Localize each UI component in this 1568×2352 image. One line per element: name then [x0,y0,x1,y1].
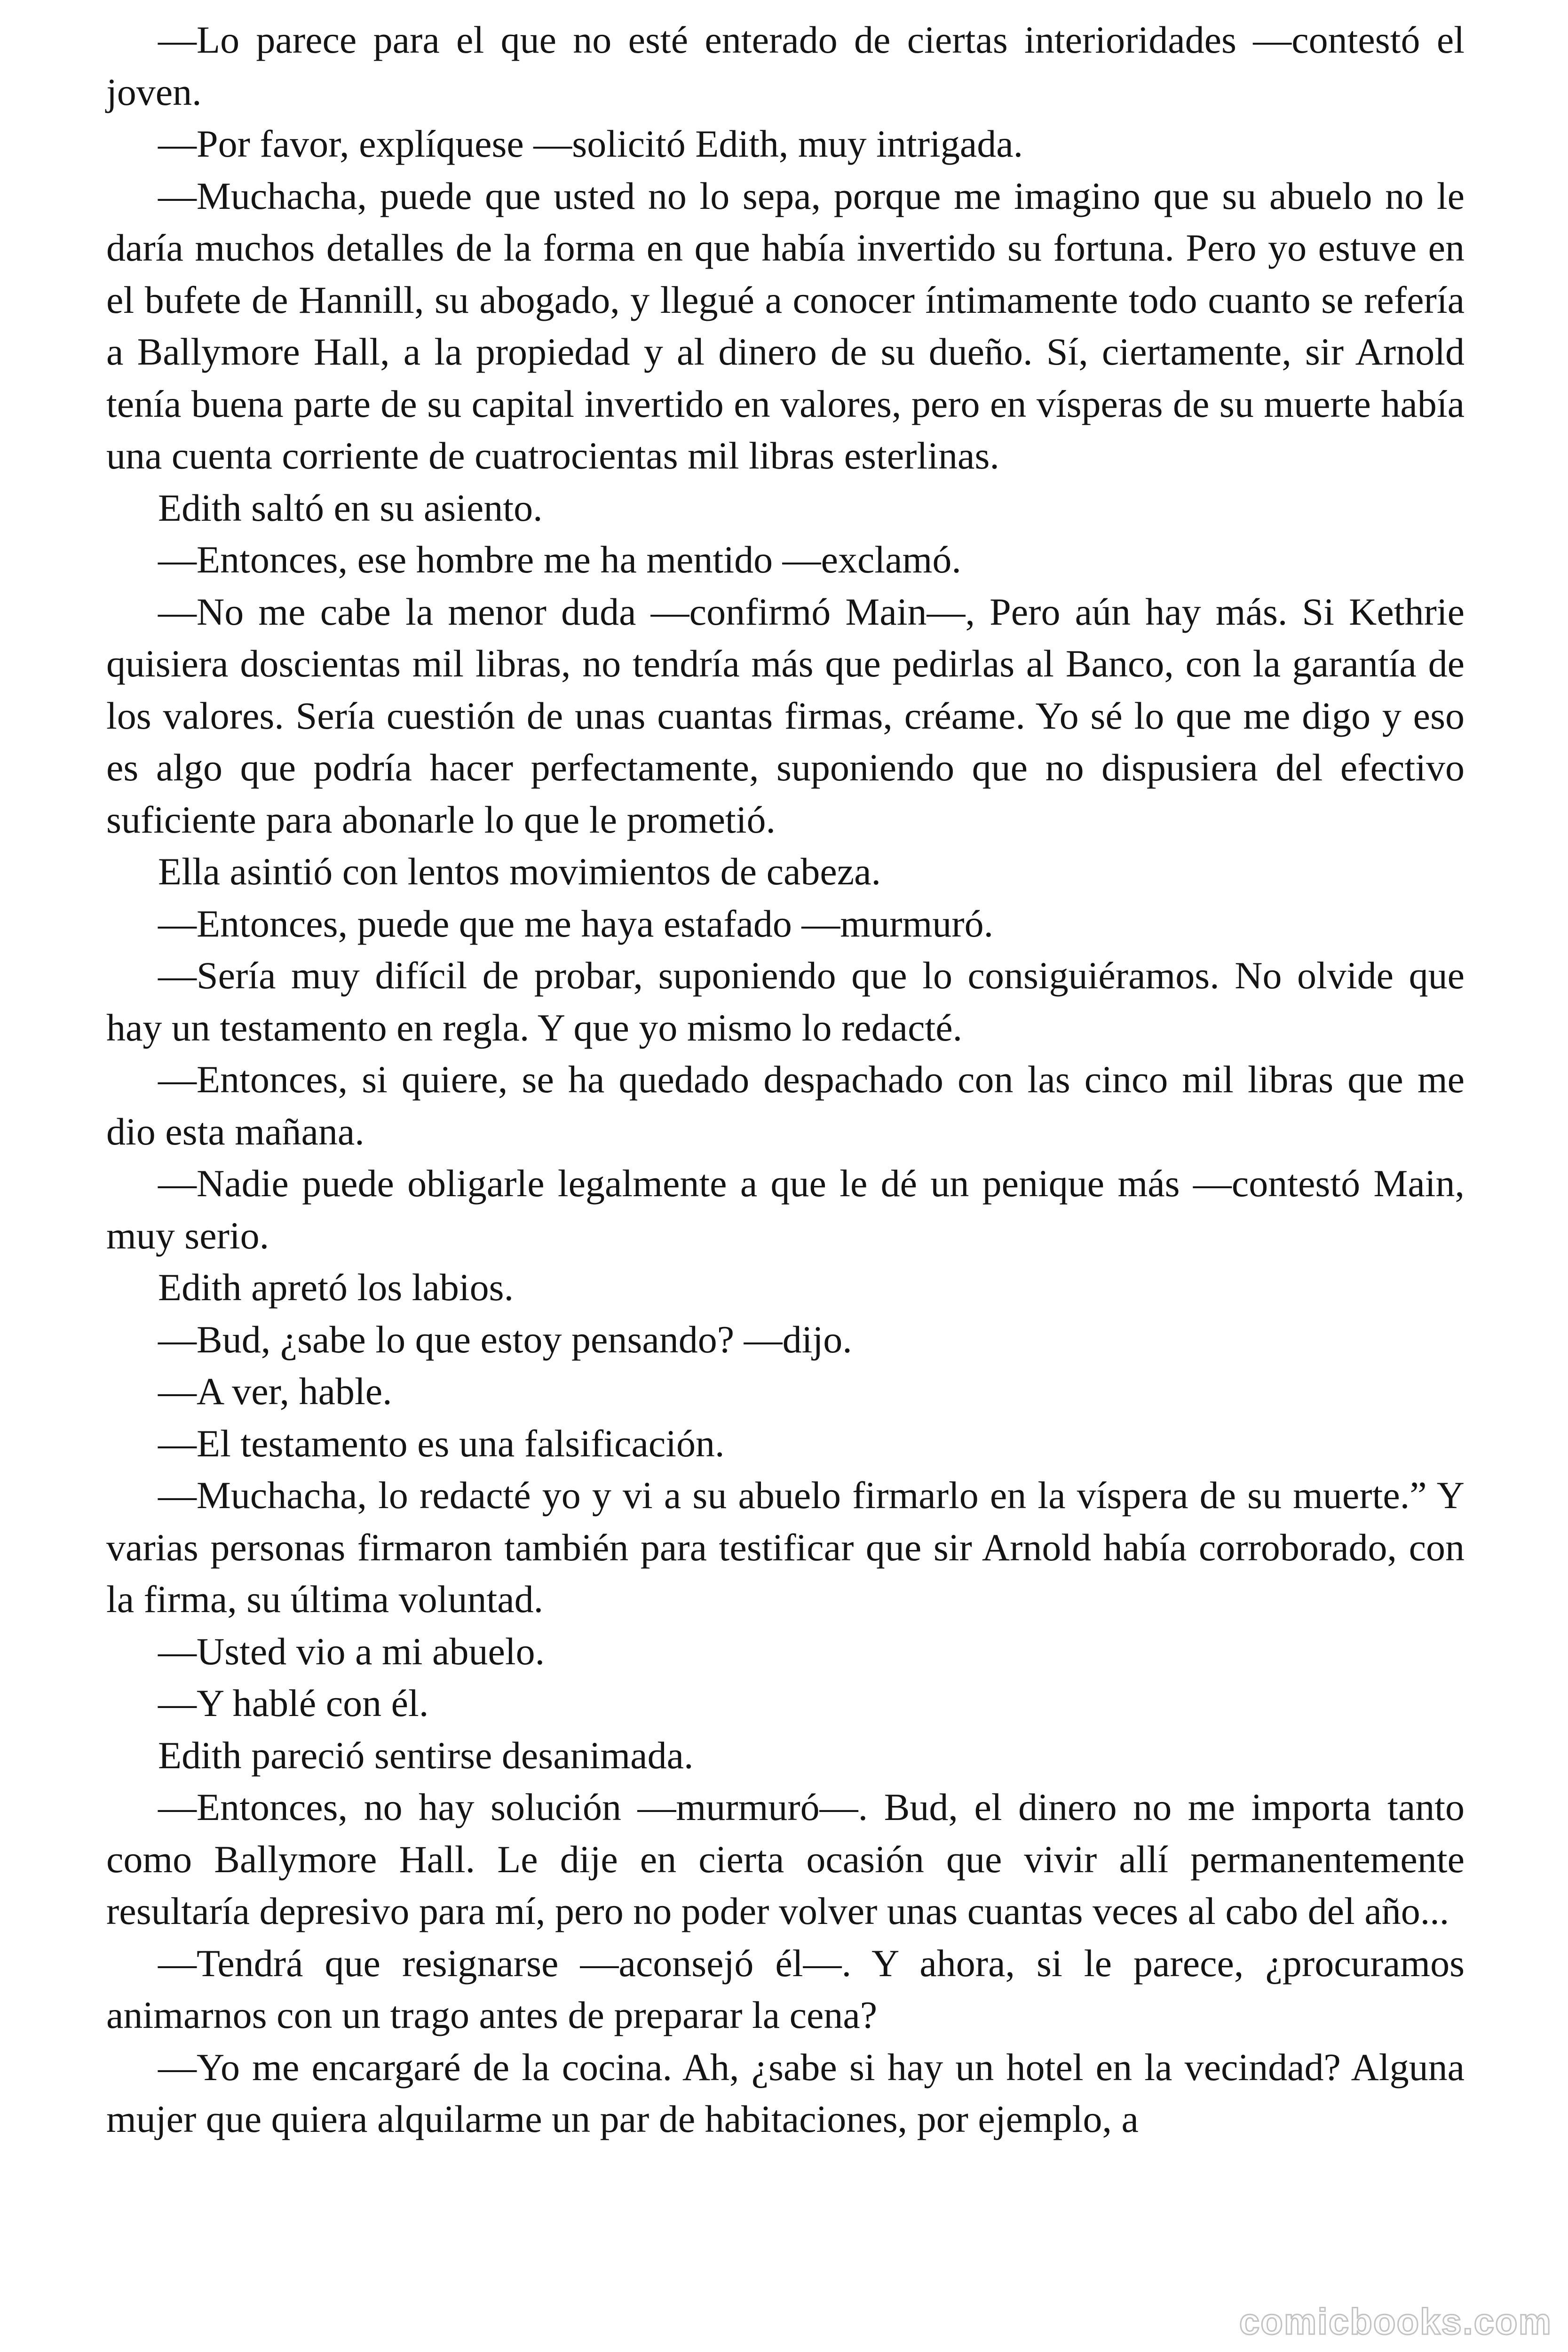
paragraph: —Muchacha, puede que usted no lo sepa, porque me imagino que su abuelo no le daría muchos detalles de la forma en que había invertido su fortuna. Pero yo estuve en el bufete de Hannill, su abogado, y llegué a conocer íntimamente todo cuanto se refería a Ballymore Hall, a la propiedad y al dinero de su dueño. Sí, ciertamente, sir Arnold tenía buena parte de su capital invertido en valores, pero en vísperas de su muerte había una cuenta corriente de cuatrocientas mil libras esterlinas. [106,174,1465,477]
paragraph: —A ver, hable. [158,1370,392,1413]
paragraph: Ella asintió con lentos movimientos de cabeza. [158,850,881,893]
paragraph: Edith apretó los labios. [158,1266,514,1309]
paragraph: —Y hablé con él. [158,1682,429,1724]
paragraph: —Muchacha, lo redacté yo y vi a su abuelo firmarlo en la víspera de su muerte.” Y varias personas firmaron también para testificar que sir Arnold había corroborado, con la firma, su última voluntad. [106,1474,1465,1621]
paragraph: Edith saltó en su asiento. [158,486,543,529]
paragraph: —Tendrá que resignarse —aconsejó él—. Y ahora, si le parece, ¿procuramos animarnos con un trago antes de preparar la cena? [106,1941,1465,2036]
watermark: comicbooks.com [1239,2301,1552,2342]
book-page-text [106,14,1465,2145]
paragraph: —Entonces, si quiere, se ha quedado despachado con las cinco mil libras que me dio esta mañana. [106,1058,1465,1153]
paragraph: —Entonces, ese hombre me ha mentido —exclamó. [158,538,961,581]
paragraph: —Usted vio a mi abuelo. [158,1629,545,1673]
paragraph: —Lo parece para el que no esté enterado de ciertas interioridades —contestó el joven. [106,18,1465,113]
paragraph: —No me cabe la menor duda —confirmó Main—, Pero aún hay más. Si Kethrie quisiera doscientas mil libras, no tendría más que pedirlas al Banco, con la garantía de los valores. Sería cuestión de unas cuantas firmas, créame. Yo sé lo que me digo y eso es algo que podría hacer perfectamente, suponiendo que no dispusiera del efectivo suficiente para abonarle lo que le prometió. [106,590,1465,841]
paragraph: —Yo me encargaré de la cocina. Ah, ¿sabe si hay un hotel en la vecindad? Alguna mujer que quiera alquilarme un par de habitaciones, por ejemplo, a [106,2045,1465,2140]
paragraph: —Entonces, no hay solución —murmuró—. Bud, el dinero no me importa tanto como Ballymore Hall. Le dije en cierta ocasión que vivir allí permanentemente resultaría depresivo para mí, pero no poder volver unas cuantas veces al cabo del año... [106,1786,1465,1932]
paragraph: —Sería muy difícil de probar, suponiendo que lo consiguiéramos. No olvide que hay un testamento en regla. Y que yo mismo lo redacté. [106,954,1465,1049]
paragraph: —Por favor, explíquese —solicitó Edith, muy intrigada. [158,122,1023,165]
paragraph: —El testamento es una falsificación. [158,1422,725,1465]
paragraph: —Bud, ¿sabe lo que estoy pensando? —dijo. [158,1318,852,1361]
paragraph: Edith pareció sentirse desanimada. [158,1733,694,1777]
paragraph: —Entonces, puede que me haya estafado —murmuró. [158,902,994,945]
paragraph: —Nadie puede obligarle legalmente a que le dé un penique más —contestó Main, muy serio. [106,1162,1465,1257]
